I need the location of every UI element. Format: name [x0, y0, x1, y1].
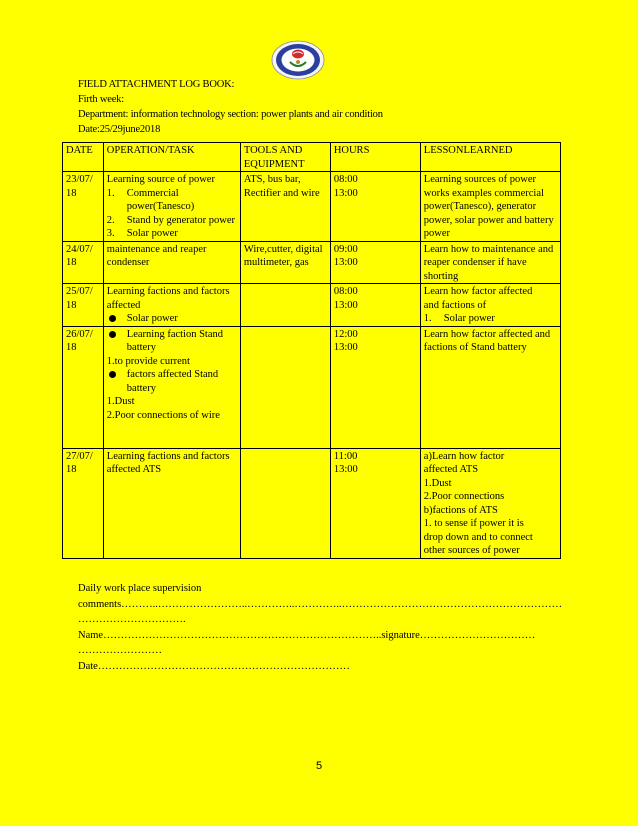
bullet-icon [109, 315, 116, 322]
hours-end: 13:00 [333, 257, 358, 268]
lesson-line: a)Learn how factor [423, 450, 505, 462]
hours-end: 13:00 [333, 299, 358, 311]
row-tools [240, 326, 330, 448]
row-hours [330, 172, 420, 242]
hours-end: 13:00 [333, 342, 358, 353]
row-task: Learning factions and factors affected ATS [103, 448, 240, 558]
task-bullet-item: Solar power [107, 312, 237, 326]
hours-start: 12:00 [333, 328, 358, 340]
comments-line-continued: …………………………. [78, 614, 186, 625]
lesson-line: and factions of [423, 299, 487, 311]
signature-line-continued: …………………… [78, 645, 162, 656]
row-task [103, 326, 240, 448]
column-header-lesson: LESSONLEARNED [420, 143, 560, 172]
row-lesson: Learning sources of power works examples commercial power(Tanesco), generator power, solar power and battery power [420, 172, 560, 242]
column-header-task: OPERATION/TASK [103, 143, 240, 172]
table-row [63, 284, 561, 327]
row-hours [330, 284, 420, 327]
hours-end: 13:00 [333, 464, 358, 475]
hours-start: 08:00 [333, 174, 358, 185]
task-title: Learning source of power [106, 174, 215, 185]
row-task [103, 172, 240, 242]
task-title: Learning factions and factors affected [106, 286, 230, 311]
lesson-line: 1.Dust [423, 477, 452, 489]
row-hours [330, 326, 420, 448]
row-date: 24/07/ 18 [63, 241, 104, 284]
bullet-icon [109, 371, 116, 378]
table-row [63, 172, 561, 242]
lesson-line: other sources of power [423, 545, 520, 556]
row-lesson [420, 284, 560, 327]
task-line: 1.to provide current [106, 355, 190, 367]
date-line: Date……………………………………………………………… [78, 660, 350, 672]
row-tools [240, 284, 330, 327]
date-range: Date:25/29june2018 [78, 124, 161, 135]
week-label: Firth week: [78, 94, 124, 105]
task-bullet-item: Learning faction Stand battery [107, 328, 237, 355]
lesson-line: 1. to sense if power it is [423, 518, 524, 529]
row-hours [330, 448, 420, 558]
logbook-table [62, 142, 561, 559]
column-header-date: DATE [63, 143, 104, 172]
hours-start: 11:00 [333, 450, 358, 462]
column-header-tools: TOOLS AND EQUIPMENT [240, 143, 330, 172]
supervision-comments-section [78, 581, 568, 674]
hours-end: 13:00 [333, 187, 358, 199]
task-item: 2. Stand by generator power [106, 214, 235, 226]
comments-line: comments………..……………………..…………..…………..……………………………………………………… [78, 598, 563, 610]
lesson-item: 1. Solar power [423, 313, 495, 324]
supervision-label: Daily work place supervision [78, 583, 202, 594]
table-row [63, 241, 561, 284]
lesson-line: affected ATS [423, 464, 479, 475]
column-header-hours: HOURS [330, 143, 420, 172]
row-date: 25/07/ 18 [63, 284, 104, 327]
row-date: 26/07/ 18 [63, 326, 104, 448]
department-line: Department: information technology section: power plants and air condition [78, 109, 383, 120]
row-hours [330, 241, 420, 284]
table-row [63, 448, 561, 558]
row-date: 27/07/ 18 [63, 448, 104, 558]
name-signature-line: Name……………………………………………………………………..signature…………………………… [78, 629, 536, 641]
row-task [103, 284, 240, 327]
bullet-icon [109, 331, 116, 338]
task-line: 2.Poor connections of wire [106, 409, 220, 421]
row-date: 23/07/ 18 [63, 172, 104, 242]
row-tools [240, 448, 330, 558]
row-tools: ATS, bus bar, Rectifier and wire [240, 172, 330, 242]
task-line: 1.Dust [106, 396, 135, 407]
task-item: 3. Solar power [106, 228, 178, 239]
lesson-line: Learn how factor affected [423, 286, 533, 297]
row-lesson: Learn how to maintenance and reaper condenser if have shorting [420, 241, 560, 284]
row-task: maintenance and reaper condenser [103, 241, 240, 284]
table-header-row [63, 143, 561, 172]
lesson-line: drop down and to connect [423, 531, 533, 543]
table-row [63, 326, 561, 448]
hours-start: 08:00 [333, 286, 358, 297]
task-bullet-item: factors affected Stand battery [107, 368, 237, 395]
institution-seal-logo [271, 40, 325, 80]
logbook-header [78, 77, 383, 137]
hours-start: 09:00 [333, 243, 358, 255]
task-item: 1. Commercial power(Tanesco) [106, 187, 195, 212]
lesson-line: b)factions of ATS [423, 504, 498, 516]
logbook-title: FIELD ATTACHMENT LOG BOOK: [78, 79, 235, 90]
row-lesson [420, 448, 560, 558]
lesson-line: 2.Poor connections [423, 491, 505, 502]
row-lesson: Learn how factor affected and factions of Stand battery [420, 326, 560, 448]
row-tools: Wire,cutter, digital multimeter, gas [240, 241, 330, 284]
page-number: 5 [315, 760, 323, 772]
